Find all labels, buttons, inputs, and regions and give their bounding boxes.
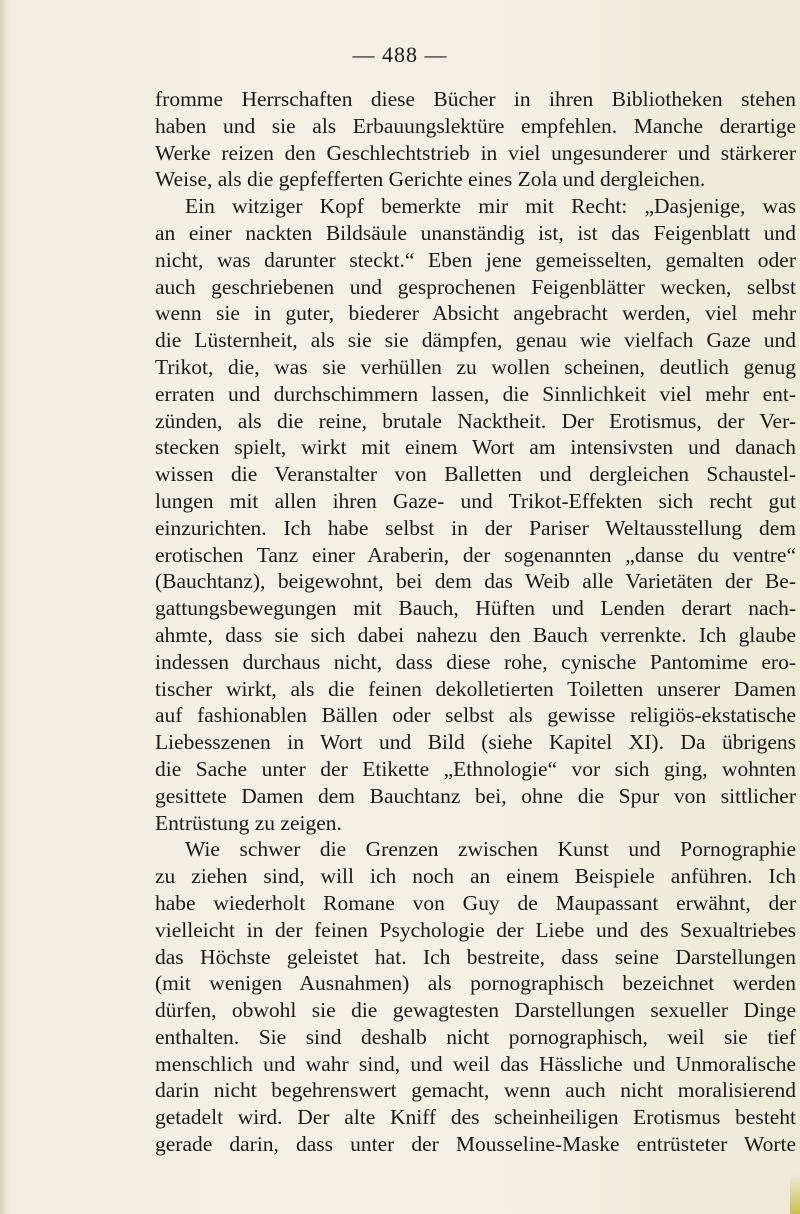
text-line: nicht, was darunter steckt.“ Eben jene gemeisselten, gemalten oder <box>155 247 796 272</box>
text-line: Trikot, die, was sie verhüllen zu wollen scheinen, deutlich genug <box>155 354 796 379</box>
text-line: die Lüsternheit, als sie sie dämpfen, genau wie vielfach Gaze und <box>155 328 796 353</box>
text-line: (mit wenigen Ausnahmen) als pornographisch bezeichnet werden <box>155 971 796 996</box>
text-line: tischer wirkt, als die feinen dekolletierten Toiletten unserer Damen <box>155 676 796 701</box>
text-line: Werke reizen den Geschlechtstrieb in viel ungesunderer und stärkerer <box>155 140 796 165</box>
text-line: wissen die Veranstalter von Balletten und dergleichen Schaustel- <box>155 462 796 487</box>
text-line: Entrüstung zu zeigen. <box>155 810 342 835</box>
page-corner-mark <box>790 1174 800 1214</box>
text-line: auf fashionablen Bällen oder selbst als gewisse religiös-ekstatische <box>155 703 796 728</box>
text-line: indessen durchaus nicht, dass diese rohe, cynische Pantomime ero- <box>155 649 796 674</box>
text-line: erraten und durchschimmern lassen, die Sinnlichkeit viel mehr ent- <box>155 381 796 406</box>
text-line: einzurichten. Ich habe selbst in der Pariser Weltausstellung dem <box>155 515 796 540</box>
page-number: — 488 — <box>352 42 448 67</box>
text-line: enthalten. Sie sind deshalb nicht pornographisch, weil sie tief <box>155 1024 796 1049</box>
text-line: gattungsbewegungen mit Bauch, Hüften und Lenden derart nach- <box>155 596 796 621</box>
text-line: stecken spielt, wirkt mit einem Wort am intensivsten und danach <box>155 435 796 460</box>
text-line: die Sache unter der Etikette „Ethnologie“ vor sich ging, wohnten <box>155 756 796 781</box>
text-line: erotischen Tanz einer Araberin, der sogenannten „danse du ventre“ <box>155 542 796 567</box>
text-line: dürfen, obwohl sie die gewagtesten Darstellungen sexueller Dinge <box>155 998 796 1023</box>
text-line: auch geschriebenen und gesprochenen Feigenblätter wecken, selbst <box>155 274 796 299</box>
page-gutter-shadow <box>0 0 6 1214</box>
text-line: Wie schwer die Grenzen zwischen Kunst und Pornographie <box>185 837 796 862</box>
text-line: lungen mit allen ihren Gaze- und Trikot-Effekten sich recht gut <box>155 488 796 513</box>
text-line: haben und sie als Erbauungslektüre empfehlen. Manche derartige <box>155 113 796 138</box>
text-line: vielleicht in der feinen Psychologie der Liebe und des Sexualtriebes <box>155 917 796 942</box>
text-line: getadelt wird. Der alte Kniff des scheinheiligen Erotismus besteht <box>155 1105 796 1130</box>
body-text <box>155 86 796 1158</box>
text-line: ahmte, dass sie sich dabei nahezu den Bauch verrenkte. Ich glaube <box>155 622 796 647</box>
text-line: Ein witziger Kopf bemerkte mir mit Recht: „Dasjenige, was <box>185 194 796 219</box>
text-line: an einer nackten Bildsäule unanständig ist, ist das Feigenblatt und <box>155 220 796 245</box>
text-line: zünden, als die reine, brutale Nacktheit. Der Erotismus, der Ver- <box>155 408 796 433</box>
text-line: Liebesszenen in Wort und Bild (siehe Kapitel XI). Da übrigens <box>155 730 796 755</box>
text-line: fromme Herrschaften diese Bücher in ihren Bibliotheken stehen <box>155 87 796 111</box>
text-line: Weise, als die gepfefferten Gerichte eines Zola und dergleichen. <box>155 167 706 192</box>
text-line: darin nicht begehrenswert gemacht, wenn auch nicht moralisierend <box>155 1078 796 1103</box>
text-line: wenn sie in guter, biederer Absicht angebracht werden, viel mehr <box>155 301 796 326</box>
text-line: gerade darin, dass unter der Mousseline-Maske entrüsteter Worte <box>155 1132 796 1157</box>
text-line: menschlich und wahr sind, und weil das Hässliche und Unmoralische <box>155 1051 796 1076</box>
text-line: das Höchste geleistet hat. Ich bestreite, dass seine Darstellungen <box>155 944 796 969</box>
text-line: (Bauchtanz), beigewohnt, bei dem das Weib alle Varietäten der Be- <box>155 569 796 594</box>
text-line: zu ziehen sind, will ich noch an einem Beispiele anführen. Ich <box>155 864 796 889</box>
text-line: gesittete Damen dem Bauchtanz bei, ohne die Spur von sittlicher <box>155 783 796 808</box>
text-line: habe wiederholt Romane von Guy de Maupassant erwähnt, der <box>155 890 796 915</box>
